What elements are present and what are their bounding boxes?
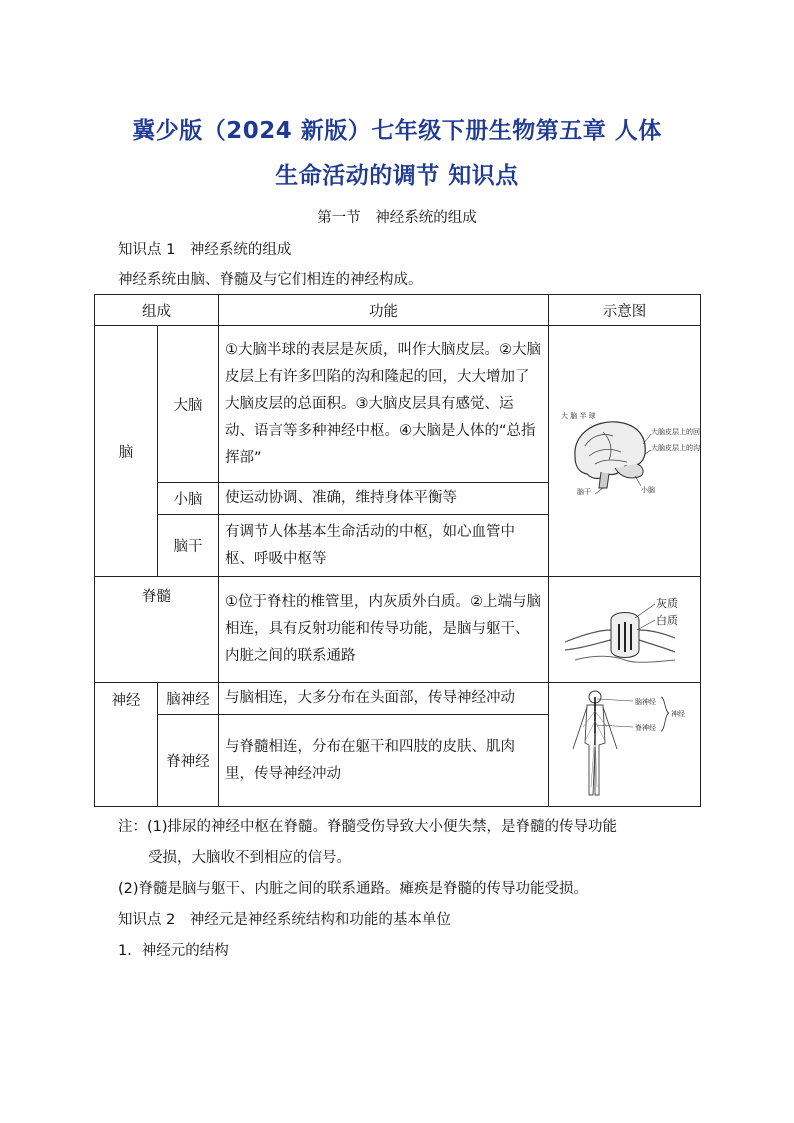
cell-cerebellum-function: 使运动协调、准确，维持身体平衡等 [219, 483, 549, 515]
knowledge-point-1-intro: 神经系统由脑、脊髓及与它们相连的神经构成。 [118, 272, 423, 288]
note-1-line-2: 受损，大脑收不到相应的信号。 [148, 850, 351, 866]
section-heading: 第一节 神经系统的组成 [317, 210, 477, 226]
cell-spinal-cord-function: ①位于脊柱的椎管里，内灰质外白质。②上端与脑相连，具有反射功能和传导功能，是脑与躯干、内脏之间的联系通路 [219, 577, 549, 683]
label-hemisphere: 大 脑 半 球 [560, 412, 596, 420]
table-row-cerebrum [95, 326, 701, 483]
cell-cranial-nerves-function: 与脑相连，大多分布在头面部，传导神经冲动 [219, 683, 549, 715]
spine-diagram-cell [549, 577, 701, 683]
cell-spinal-nerves-function: 与脊髓相连，分布在躯干和四肢的皮肤、肌肉里，传导神经冲动 [219, 715, 549, 807]
note-2: (2)脊髓是脑与躯干、内脏之间的联系通路。瘫痪是脊髓的传导功能受损。 [118, 881, 589, 897]
document-title-line1: 冀少版（2024 新版）七年级下册生物第五章 人体 [132, 118, 662, 144]
spinal-cord-diagram-icon [555, 590, 695, 670]
cell-brainstem: 脑干 [158, 515, 219, 577]
table-header-row [95, 295, 701, 326]
label-cranial-nerve: 脑神经 [634, 697, 656, 706]
nerve-body-diagram-icon [555, 687, 695, 803]
brain-diagram-icon [555, 406, 700, 496]
cell-cerebrum-function: ①大脑半球的表层是灰质，叫作大脑皮层。②大脑皮层上有许多凹陷的沟和隆起的回，大大增加了大脑皮层的总面积。③大脑皮层具有感觉、运动、语言等多种神经中枢。④大脑是人体的“总指挥部” [219, 326, 549, 483]
cell-cerebrum: 大脑 [158, 326, 219, 483]
header-function: 功能 [219, 295, 549, 326]
cell-brain: 脑 [95, 326, 158, 577]
label-nerve: 神经 [670, 709, 685, 718]
cell-cerebellum: 小脑 [158, 483, 219, 515]
cell-nerves: 神经 [95, 683, 158, 807]
body-diagram-cell [549, 683, 701, 807]
label-spinal-nerve: 脊神经 [634, 723, 656, 732]
header-composition: 组成 [95, 295, 219, 326]
note-1-line-1: 注：(1)排尿的神经中枢在脊髓。脊髓受伤导致大小便失禁，是脊髓的传导功能 [118, 819, 618, 835]
label-gray-matter: 灰质 [655, 596, 678, 610]
brain-diagram-cell [549, 326, 701, 577]
cell-brainstem-function: 有调节人体基本生命活动的中枢，如心血管中枢、呼吸中枢等 [219, 515, 549, 577]
cell-spinal-nerves: 脊神经 [158, 715, 219, 807]
cell-cranial-nerves: 脑神经 [158, 683, 219, 715]
table-row-cranial-nerves [95, 683, 701, 715]
cell-spinal-cord: 脊髓 [95, 577, 219, 683]
table-row-spinal-cord [95, 577, 701, 683]
label-sulcus: 大脑皮层上的沟 [650, 444, 700, 452]
label-brainstem: 脑干 [576, 488, 591, 496]
nervous-system-table [94, 294, 701, 807]
header-diagram: 示意图 [549, 295, 701, 326]
knowledge-point-1-heading: 知识点 1 神经系统的组成 [118, 242, 292, 258]
document-title-line2: 生命活动的调节 知识点 [275, 163, 519, 189]
neuron-structure-heading: 1．神经元的结构 [118, 943, 229, 959]
label-cerebellum: 小脑 [640, 486, 655, 494]
knowledge-point-2-heading: 知识点 2 神经元是神经系统结构和功能的基本单位 [118, 912, 451, 928]
label-gyrus: 大脑皮层上的回 [650, 428, 700, 436]
label-white-matter: 白质 [655, 613, 678, 627]
